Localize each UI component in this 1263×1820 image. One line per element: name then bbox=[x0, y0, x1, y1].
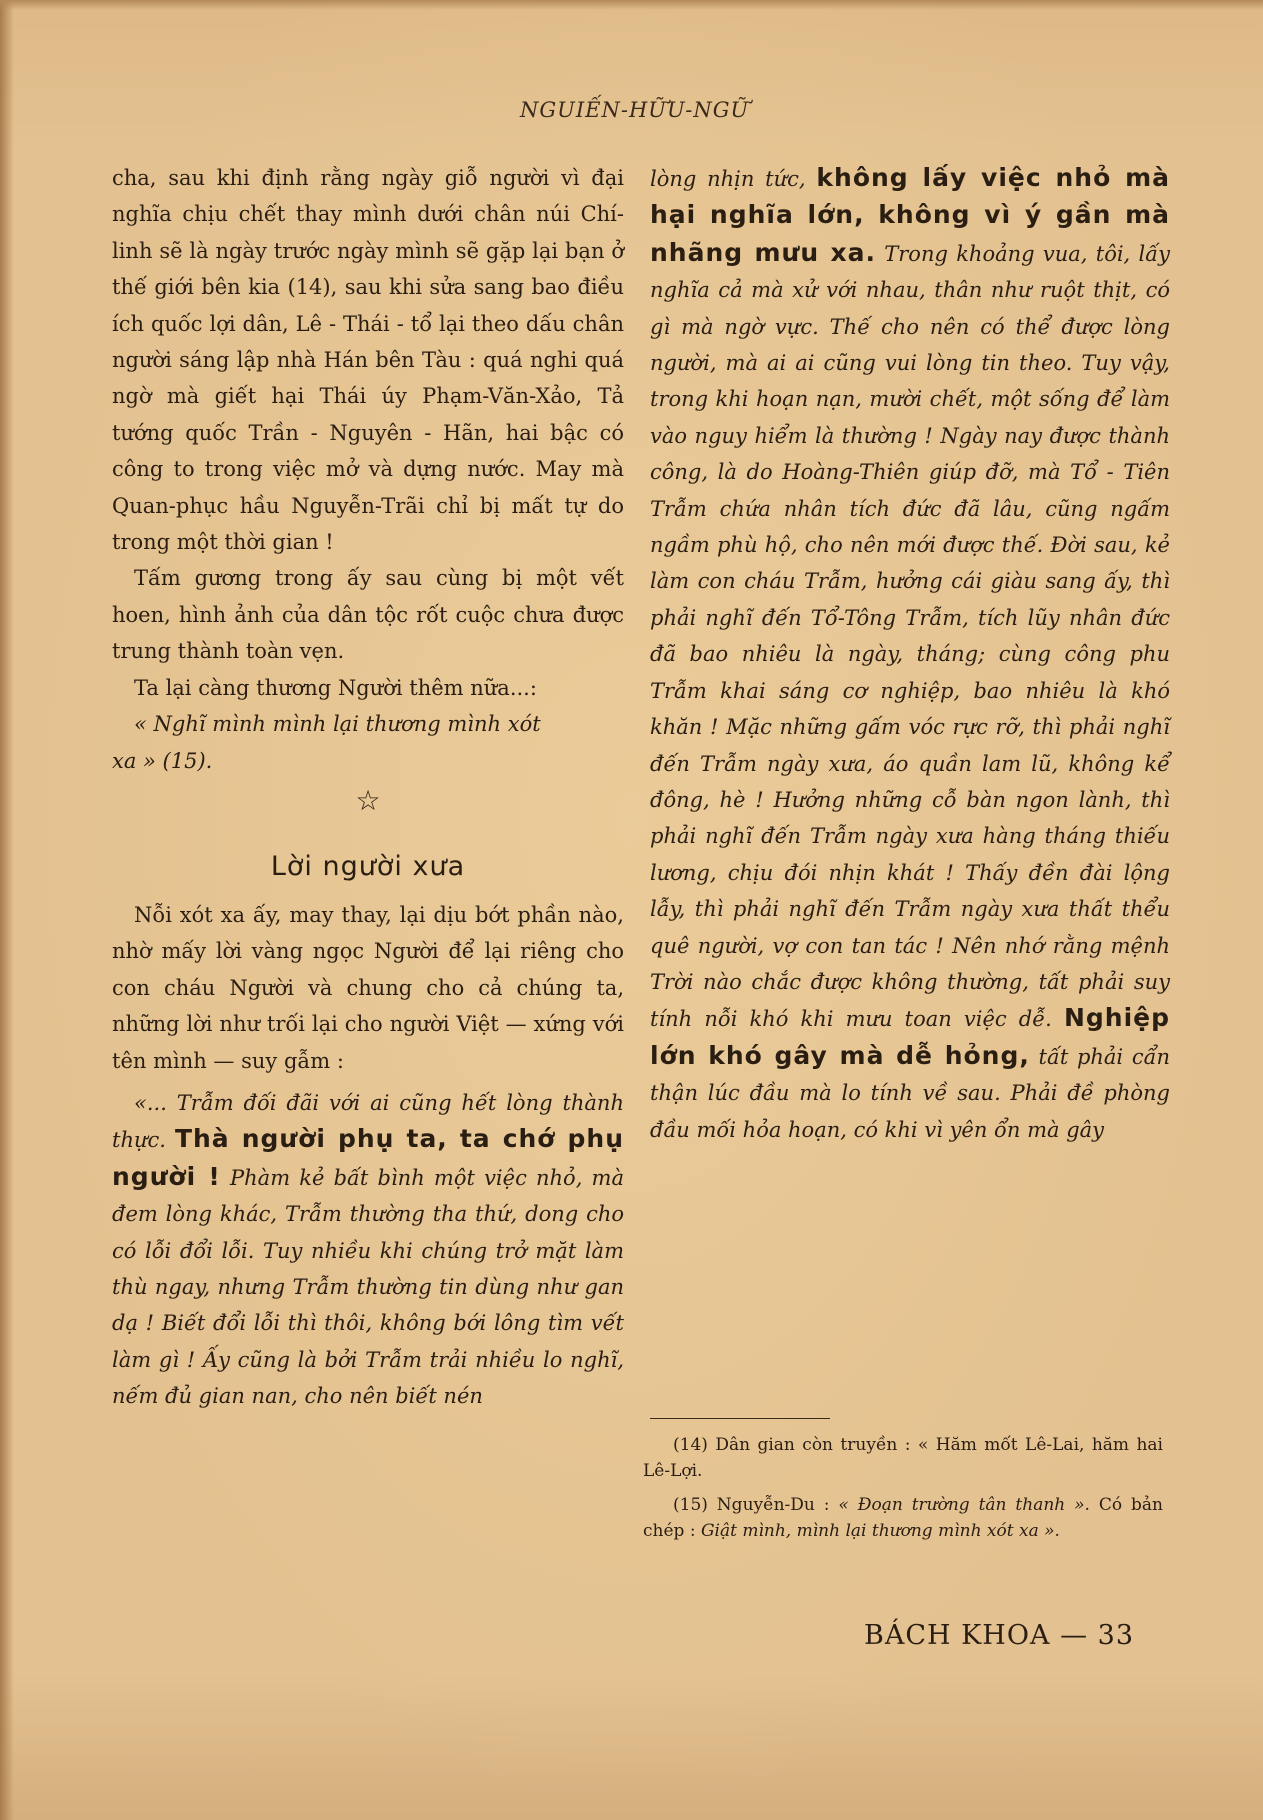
footnote-title: « Đoạn trường tân thanh ». bbox=[838, 1495, 1090, 1515]
publication-name: BÁCH KHOA bbox=[864, 1620, 1051, 1651]
section-heading: Lời người xưa bbox=[270, 850, 466, 882]
footnote-alt-verse: Giật mình, mình lại thương mình xót xa ». bbox=[700, 1521, 1060, 1541]
paragraph: cha, sau khi định rằng ngày giỗ người vì đại nghĩa chịu chết thay mình dưới chân núi Chí-linh sẽ là ngày trước ngày mình sẽ gặp lại bạn ở thế giới bên kia (14), sau khi sửa sang bao điều ích quốc lợi dân, Lê - Thái - tổ lại theo dấu chân người sáng lập nhà Hán bên Tàu : quá nghi quá ngờ mà giết hại Thái úy Phạm-Văn-Xảo, Tả tướng quốc Trần - Nguyên - Hãn, hai bậc có công to trong việc mở và dựng nước. May mà Quan-phục hầu Nguyễn-Trãi chỉ bị mất tự do trong một thời gian ! bbox=[112, 166, 624, 555]
footnote-text: Có bản chép : bbox=[643, 1495, 1163, 1541]
footnote-label: (15) Nguyễn-Du : bbox=[673, 1495, 830, 1515]
verse-quote-tail: xa » (15). bbox=[112, 748, 213, 773]
star-ornament-icon: ☆ bbox=[355, 783, 381, 817]
page-number: 33 bbox=[1097, 1620, 1135, 1651]
verse-quote: « Nghĩ mình mình lại thương mình xót bbox=[134, 712, 541, 737]
page-edge-shadow-top bbox=[0, 0, 1263, 10]
footnotes bbox=[643, 1432, 1163, 1552]
quote-text: «... Trẫm đối đãi với ai cũng hết lòng thành thực. bbox=[112, 1090, 624, 1153]
footnote-14: (14) Dân gian còn truyền : « Hăm mốt Lê-Lai, hăm hai Lê-Lợi. bbox=[643, 1435, 1163, 1481]
quote-text: tất phải cẩn thận lúc đầu mà lo tính về sau. Phải đề phòng đầu mối hỏa hoạn, có khi vì yên ổn mà gây bbox=[650, 1044, 1170, 1142]
running-head: NGUIẾN-HỮU-NGỮ bbox=[520, 98, 750, 122]
right-column bbox=[650, 160, 1170, 1148]
quote-text: Phàm kẻ bất bình một việc nhỏ, mà đem lòng khác, Trẫm thường tha thứ, dong cho có lỗi đổi lỗi. Tuy nhiều khi chúng trở mặt làm thù ngay, nhưng Trẫm thường tin dùng như gan dạ ! Biết đổi lỗi thì thôi, không bới lông tìm vết làm gì ! Ấy cũng là bởi Trẫm trải nhiều lo nghĩ, nếm đủ gian nan, cho nên biết nén bbox=[112, 1165, 624, 1409]
quote-text: lòng nhịn tức, bbox=[650, 167, 806, 191]
page-footer bbox=[864, 1620, 1134, 1651]
paragraph: Ta lại càng thương Người thêm nữa...: bbox=[134, 675, 537, 700]
paragraph: Tấm gương trong ấy sau cùng bị một vết hoen, hình ảnh của dân tộc rốt cuộc chưa được trung thành toàn vẹn. bbox=[112, 566, 624, 664]
quote-emphasis: không lấy việc nhỏ mà hại nghĩa lớn, không vì ý gần mà nhãng mưu xa. bbox=[650, 163, 1170, 267]
footer-dash: — bbox=[1060, 1620, 1089, 1651]
left-column bbox=[112, 160, 624, 1415]
royal-quote bbox=[112, 1085, 624, 1415]
quote-emphasis: Thà người phụ ta, ta chớ phụ người ! bbox=[112, 1124, 625, 1191]
paragraph: Nỗi xót xa ấy, may thay, lại dịu bớt phần nào, nhờ mấy lời vàng ngọc Người để lại riêng cho con cháu Người và chung cho cả chúng ta, những lời như trối lại cho người Việt — xứng với tên mình — suy gẫm : bbox=[112, 902, 624, 1073]
footnote-divider bbox=[650, 1418, 830, 1419]
quote-emphasis: Nghiệp lớn khó gây mà dễ hỏng, bbox=[650, 1003, 1170, 1070]
page-edge-shadow bbox=[0, 0, 14, 1820]
footnote-15 bbox=[643, 1492, 1163, 1544]
quote-text: Trong khoảng vua, tôi, lấy nghĩa cả mà xử với nhau, thân như ruột thịt, có gì mà ngờ vực. Thế cho nên có thể được lòng người, mà ai ai cũng vui lòng tin theo. Tuy vậy, trong khi hoạn nạn, mười chết, một sống để làm vào nguy hiểm là thường ! Ngày nay được thành công, là do Hoàng-Thiên giúp đỡ, mà Tổ - Tiên Trẫm chứa nhân tích đức đã lâu, cũng ngấm ngầm phù hộ, cho nên mới được thế. Đời sau, kẻ làm con cháu Trẫm, hưởng cái giàu sang ấy, thì phải nghĩ đến Tổ-Tông Trẫm, tích lũy nhân đức đã bao nhiêu là ngày, tháng; cùng công phu Trẫm khai sáng cơ nghiệp, bao nhiêu là khó khăn ! Mặc những gấm vóc rực rỡ, thì phải nghĩ đến Trẫm ngày xưa, áo quần lam lũ, không kể đông, hè ! Hưởng những cỗ bàn ngon lành, thì phải nghĩ đến Trẫm ngày xưa hàng tháng thiếu lương, chịu đói nhịn khát ! Thấy đền đài lộng lẫy, thì phải nghĩ đến Trẫm ngày xưa thất thểu quê người, vợ con tan tác ! Nên nhớ rằng mệnh Trời nào chắc được không thường, tất phải suy tính nỗi khó khi mưu toan việc dễ. bbox=[650, 241, 1170, 1032]
royal-quote-continued bbox=[650, 160, 1170, 1148]
